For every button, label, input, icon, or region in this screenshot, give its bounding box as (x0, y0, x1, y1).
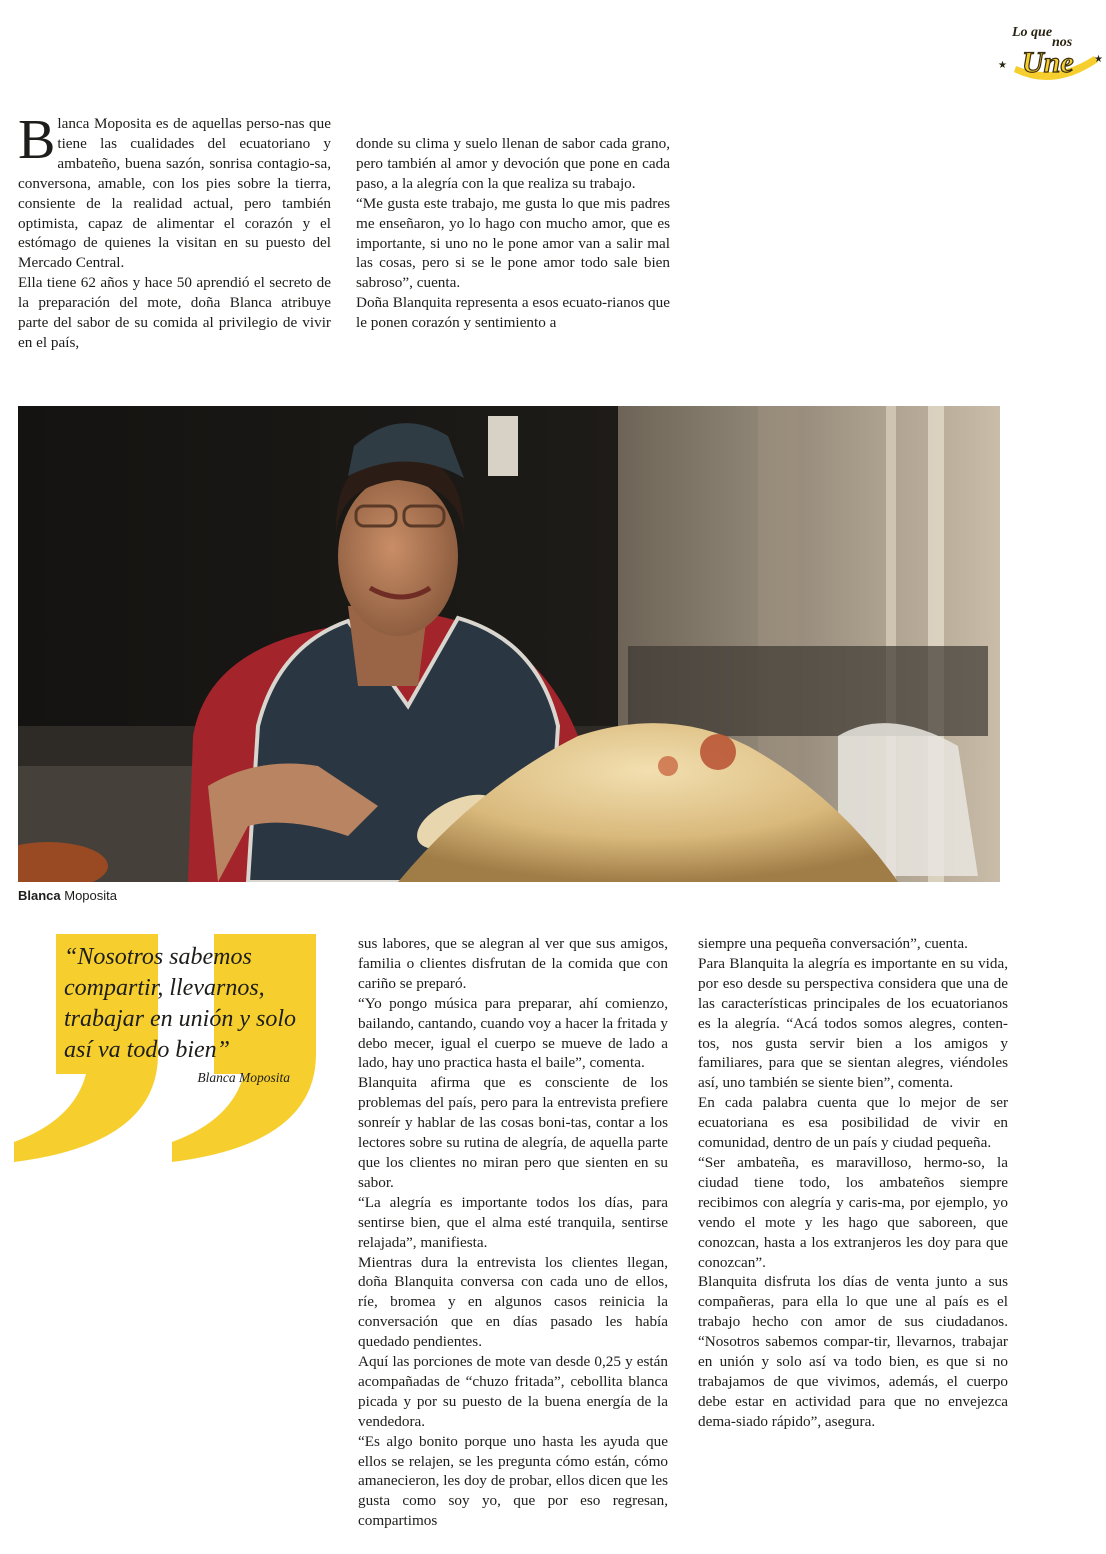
intro-paragraph-3: donde su clima y suelo llenan de sabor cada grano, pero también al amor y devoción que pone en cada paso, a la alegría con la que realiza su trabajo. (356, 135, 670, 192)
body-paragraph-4: “La alegría es importante todos los días, para sentirse bien, que el alma esté tranquila, sentirse relajada”, manifiesta. (358, 1193, 668, 1251)
body-paragraph-6: Aquí las porciones de mote van desde 0,25 y están acompañadas de “chuzo fritada”, cebollita blanca picada y por su puesto de la buena energía de la vendedora. (358, 1353, 668, 1430)
photo-caption (18, 888, 117, 903)
body-paragraph-9: Para Blanquita la alegría es importante en su vida, por eso desde su perspectiva considera que una de las características principales de los ecuatorianos es la alegría. “Acá todos somos alegres, conten-tos, nos gusta servir bien a los amigos y familiares, para que se sientan alegres, viéndoles así, uno también se siente bien”, comenta. (698, 954, 1008, 1092)
pull-quote-author: Blanca Moposita (197, 1070, 290, 1085)
logo-text-2: nos (1052, 35, 1073, 50)
body-paragraph-3: Blanquita afirma que es consciente de los problemas del país, pero para la entrevista prefiere sonreír y hablar de las cosas boni-tas, contar a los lectores sobre su rutina de alegría, de aquella parte que los clientes no miran pero que sienten en su sabor. (358, 1074, 668, 1191)
intro-paragraph-2: Ella tiene 62 años y hace 50 aprendió el secreto de la preparación del mote, doña Blanca atribuye parte del sabor de su comida al privilegio de vivir en el país, (18, 274, 331, 351)
body-paragraph-7: “Es algo bonito porque uno hasta les ayuda que ellos se relajen, se les pregunta cómo están, cómo amanecieron, les doy de probar, ellos dicen que les gusta como soy yo, que por eso regresan, compartimos (358, 1432, 668, 1530)
body-column-1 (358, 934, 668, 1531)
star-icon: ★ (1094, 54, 1103, 65)
photo-illustration (18, 406, 1000, 882)
body-paragraph-1: sus labores, que se alegran al ver que sus amigos, familia o clientes disfrutan de la comida que con cariño se preparó. (358, 935, 668, 992)
logo-text-3: Une (1022, 46, 1074, 79)
intro-paragraph-4: “Me gusta este trabajo, me gusta lo que mis padres me enseñaron, yo lo hago con mucho amor, que es importante, si uno no le pone amor van a salir mal las cosas, pero si se le pone amor todo sale bien sabroso”, cuenta. (356, 194, 670, 292)
intro-column-2 (356, 134, 670, 333)
logo-text-1: Lo que (1012, 25, 1053, 40)
caption-name: Blanca (18, 888, 61, 903)
body-paragraph-10: En cada palabra cuenta que lo mejor de ser ecuatoriana es esa posibilidad de vivir en comunidad, dentro de un país y ciudad pequeña. (698, 1094, 1008, 1152)
lo-que-nos-une-logo (994, 12, 1106, 92)
body-paragraph-2: “Yo pongo música para preparar, ahí comienzo, bailando, cantando, cuando voy a hacer la fritada y debo mecer, igual el cuerpo se mueve de lado a lado, hay uno practica hasta el baile”, comenta. (358, 994, 668, 1072)
body-paragraph-5: Mientras dura la entrevista los clientes llegan, doña Blanquita conversa con cada uno de ellos, ríe, bromea y en algunos casos reinicia la conversación que en días pasado les había quedado pendientes. (358, 1253, 668, 1351)
body-paragraph-12: Blanquita disfruta los días de venta junto a sus compañeras, para ella lo que une al país es el trabajo hecho con amor de sus ciudadanos. “Nosotros sabemos compar-tir, llevarnos, trabajar en unión y solo así va todo bien, es que si no trabajamos de que vivimos, además, el cuerpo debe estar en actividad para que no envejezca dema-siado rápido”, asegura. (698, 1273, 1008, 1430)
body-paragraph-8: siempre una pequeña conversación”, cuenta. (698, 935, 968, 952)
intro-paragraph-5: Doña Blanquita representa a esos ecuato-rianos que le ponen corazón y sentimiento a (356, 294, 670, 332)
body-paragraph-11: “Ser ambateña, es maravilloso, hermo-so, la ciudad tiene todo, los ambateños siempre recibimos con alegría y caris-ma, por ejemplo, yo vendo el mote y les hago que saboreen, que conozcan, hasta a los extranjeros les doy para que conozcan”. (698, 1153, 1008, 1271)
portrait-photo (18, 406, 1000, 882)
drop-cap: B (18, 109, 56, 171)
caption-surname: Moposita (60, 888, 118, 903)
pull-quote: “Nosotros sabemos compartir, llevarnos, trabajar en unión y solo así va todo bien” (64, 944, 296, 1063)
intro-column-1 (18, 109, 331, 353)
intro-paragraph-1 (18, 109, 331, 273)
star-icon: ★ (998, 60, 1007, 71)
body-column-2 (698, 934, 1008, 1432)
intro-paragraph-1-text: lanca Moposita es de aquellas perso-nas que tiene las cualidades del ecuatoriano y ambateño, buena sazón, sonrisa contagio-sa, conversona, amable, con los pies sobre la tierra, consiente de la realidad actual, pero también optimista, capaz de alimentar el corazón y el estómago de quienes la visitan en su puesto del Mercado Central. (18, 115, 331, 272)
